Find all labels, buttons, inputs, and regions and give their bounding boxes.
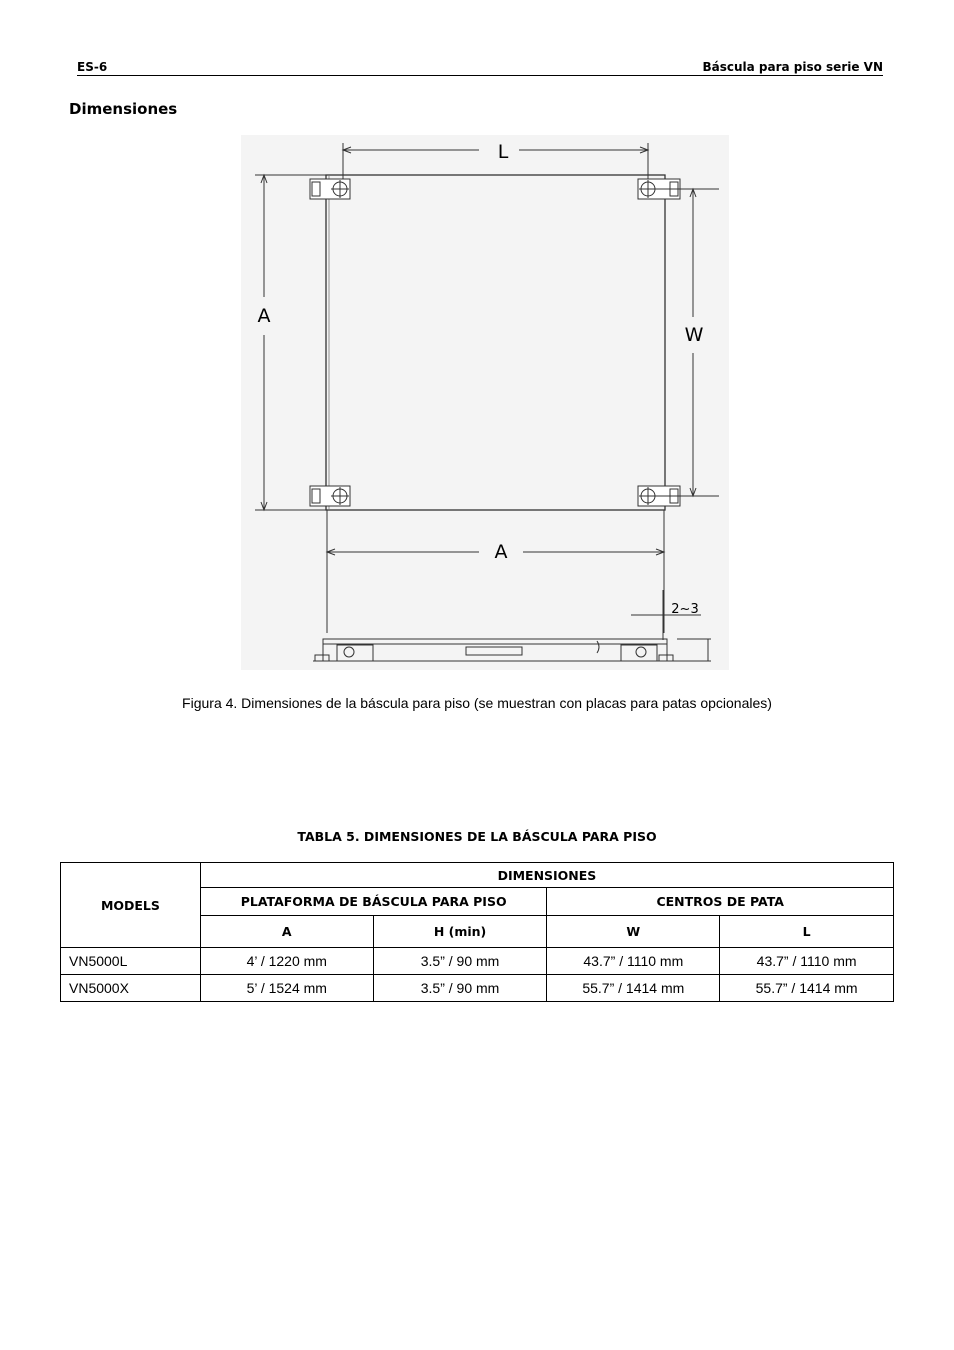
cell-h: 3.5” / 90 mm	[373, 975, 547, 1002]
header-h: H (min)	[373, 916, 547, 948]
cell-h: 3.5” / 90 mm	[373, 948, 547, 975]
figure-caption: Figura 4. Dimensiones de la báscula para piso (se muestran con placas para patas opcionales)	[182, 695, 772, 711]
cell-w: 43.7” / 1110 mm	[547, 948, 720, 975]
dimensions-drawing	[241, 135, 729, 670]
dimension-a-side-label: A	[257, 305, 271, 327]
cell-a: 4’ / 1220 mm	[200, 948, 373, 975]
header-l: L	[720, 916, 894, 948]
cell-l: 55.7” / 1414 mm	[720, 975, 894, 1002]
drawing-background	[241, 135, 729, 670]
table-title: TABLA 5. DIMENSIONES DE LA BÁSCULA PARA PISO	[297, 829, 657, 844]
header-a: A	[200, 916, 373, 948]
dimensions-table	[60, 862, 894, 1002]
dimension-l-label: L	[497, 141, 509, 163]
page-number: ES-6	[77, 60, 108, 74]
document-title: Báscula para piso serie VN	[702, 60, 883, 74]
header-models: MODELS	[61, 863, 201, 948]
page-header	[77, 58, 883, 76]
table-row	[61, 975, 894, 1002]
header-dimensiones: DIMENSIONES	[200, 863, 893, 888]
table-row	[61, 948, 894, 975]
cell-model: VN5000L	[61, 948, 201, 975]
header-plataforma: PLATAFORMA DE BÁSCULA PARA PISO	[200, 888, 547, 916]
cell-a: 5’ / 1524 mm	[200, 975, 373, 1002]
header-centros: CENTROS DE PATA	[547, 888, 894, 916]
cell-w: 55.7” / 1414 mm	[547, 975, 720, 1002]
cell-model: VN5000X	[61, 975, 201, 1002]
dimension-a-bottom-label: A	[494, 541, 508, 563]
dimension-w-label: W	[684, 324, 704, 346]
dimension-gap-label: 2~3	[671, 602, 699, 617]
foot-plate-top-left	[310, 179, 350, 199]
foot-plate-bottom-left	[310, 486, 350, 506]
cell-l: 43.7” / 1110 mm	[720, 948, 894, 975]
section-title: Dimensiones	[69, 100, 178, 118]
header-w: W	[547, 916, 720, 948]
